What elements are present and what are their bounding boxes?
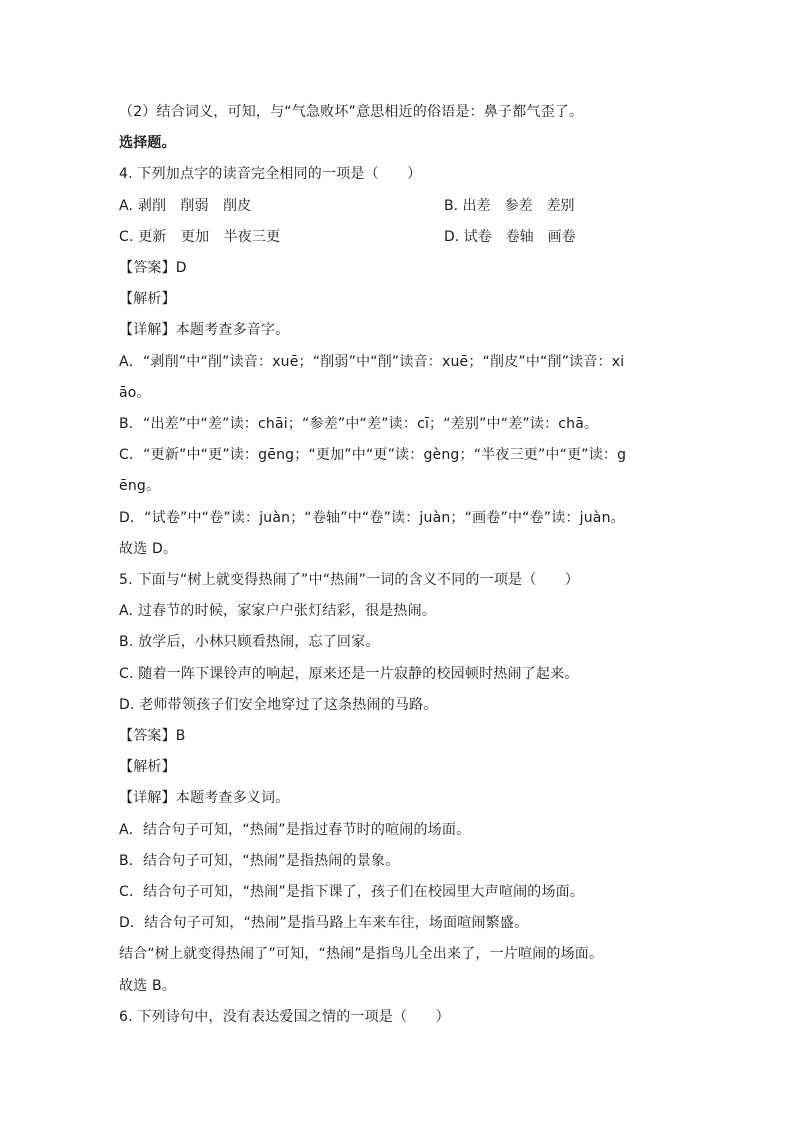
question-4-explain-d: D．“试卷”中“卷”读：juàn；“卷轴”中“卷”读：juàn；“画卷”中“卷”读：juàn。 (119, 510, 625, 526)
question-4-option-d: D. 试卷 卷轴 画卷 (444, 229, 576, 245)
question-5-explain-a: A．结合句子可知，“热闹”是指过春节时的喧闹的场面。 (119, 822, 471, 838)
question-4-explain-a: A．“剥削”中“削”读音：xuē；“削弱”中“削”读音：xuē；“削皮”中“削”读音：xi (119, 354, 625, 370)
section-heading-choice: 选择题。 (119, 135, 176, 151)
question-5-detail: 【详解】本题考查多义词。 (119, 790, 290, 806)
question-5-explain-b: B．结合句子可知，“热闹”是指热闹的景象。 (119, 853, 400, 869)
question-5-conclusion: 故选 B。 (119, 978, 177, 994)
question-4-option-b: B. 出差 参差 差别 (444, 198, 575, 214)
answer-line-q3-2: （2）结合词义，可知，与“气急败坏”意思相近的俗语是：鼻子都气歪了。 (119, 104, 584, 120)
question-5-summary: 结合“树上就变得热闹了”可知，“热闹”是指鸟儿全出来了，一片喧闹的场面。 (119, 946, 604, 962)
question-5-option-a: A. 过春节的时候，家家户户张灯结彩，很是热闹。 (119, 603, 437, 619)
question-5-analysis-label: 【解析】 (119, 759, 176, 775)
question-5-explain-c: C．结合句子可知，“热闹”是指下课了，孩子们在校园里大声喧闹的场面。 (119, 884, 585, 900)
question-5-answer: 【答案】B (119, 728, 186, 744)
question-4-conclusion: 故选 D。 (119, 541, 178, 557)
question-4-explain-a-cont: āo。 (119, 385, 151, 401)
question-5-stem: 5. 下面与“树上就变得热闹了”中“热闹”一词的含义不同的一项是（ ） (119, 572, 580, 588)
question-4-stem: 4. 下列加点字的读音完全相同的一项是（ ） (119, 166, 422, 182)
question-4-option-a: A. 剥削 削弱 削皮 (119, 198, 252, 214)
question-5-option-c: C. 随着一阵下课铃声的响起，原来还是一片寂静的校园顿时热闹了起来。 (119, 666, 579, 682)
question-5-option-b: B. 放学后，小林只顾看热闹，忘了回家。 (119, 634, 380, 650)
question-6-stem: 6. 下列诗句中，没有表达爱国之情的一项是（ ） (119, 1009, 450, 1025)
question-4-detail: 【详解】本题考查多音字。 (119, 322, 290, 338)
question-5-explain-d: D．结合句子可知，“热闹”是指马路上车来车往，场面喧闹繁盛。 (119, 915, 529, 931)
question-4-explain-b: B．“出差”中“差”读：chāi；“参差”中“差”读：cī；“差别”中“差”读：chā。 (119, 416, 599, 432)
question-4-answer: 【答案】D (119, 260, 187, 276)
question-4-explain-c: C．“更新”中“更”读：gēng；“更加”中“更”读：gèng；“半夜三更”中“更”读：g (119, 447, 627, 463)
question-5-option-d: D. 老师带领孩子们安全地穿过了这条热闹的马路。 (119, 697, 438, 713)
question-4-option-c: C. 更新 更加 半夜三更 (119, 229, 281, 245)
question-4-explain-c-cont: ēng。 (119, 478, 161, 494)
question-4-analysis-label: 【解析】 (119, 291, 176, 307)
